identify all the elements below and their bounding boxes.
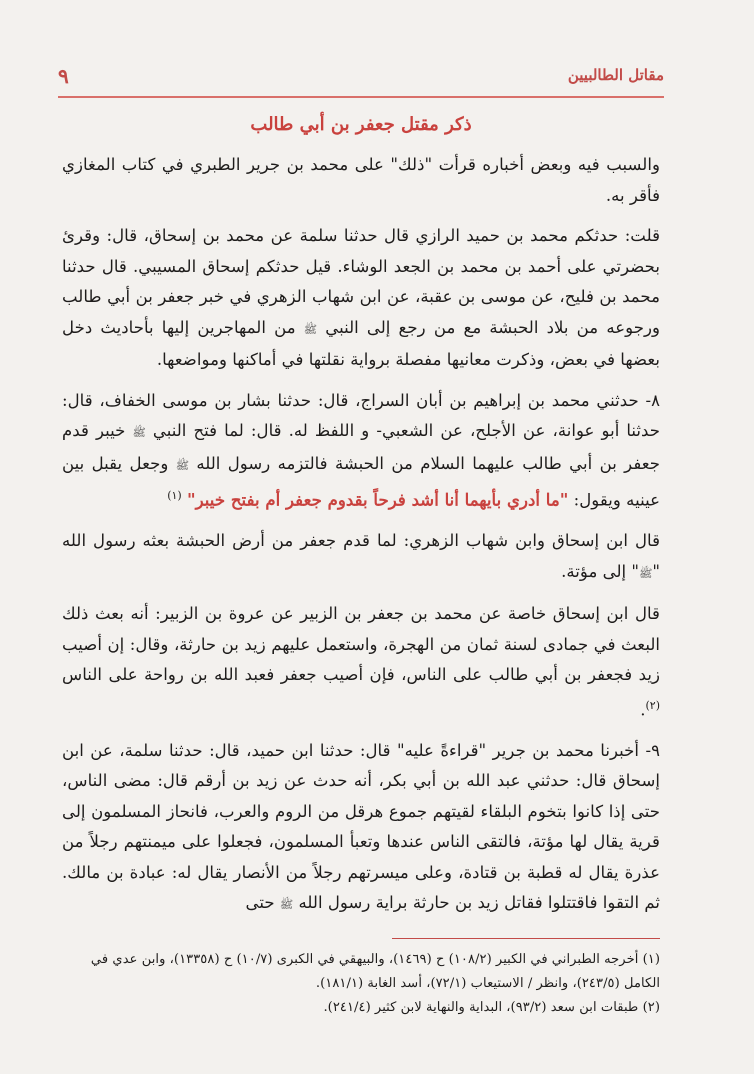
running-title: مقاتل الطالبيين	[567, 66, 664, 84]
paragraph-4: قال ابن إسحاق وابن شهاب الزهري: لما قدم جعفر من أرض الحبشة بعثه رسول الله "ﷺ" إلى مؤتة.	[62, 531, 660, 581]
paragraph-2: قلت: حدثكم محمد بن حميد الرازي قال حدثنا سلمة عن محمد بن إسحاق، قال: وقرئ بحضرتي على أحمد بن محمد بن الجعد الوشاء. قيل حدثكم إسحاق المسيبي. قال حدثنا محمد بن فليح، عن موسى بن عقبة، عن ابن شهاب الزهري في خبر جعفر بن أبي طالب ورجوعه من بلاد الحبشة مع من رجع إلى النبي ﷺ من المهاجرين إليها بأحاديث دخل بعضها في بعض، وذكرت معانيها مفصلة برواية نقلتها في أماكنها ومواضعها.	[62, 226, 660, 369]
honorific-icon: ﷺ	[132, 426, 146, 439]
honorific-icon: ﷺ	[639, 566, 653, 580]
footnotes	[62, 948, 660, 1020]
page-header	[58, 66, 664, 92]
footnote-rule	[392, 938, 660, 939]
page-number: ٩	[58, 64, 69, 88]
paragraph-3: ٨- حدثني محمد بن إبراهيم بن أبان السراج، قال: حدثنا بشار بن موسى الخفاف، قال: حدثنا أبو عوانة، عن الأجلح، عن الشعبي- و اللفظ له. قال: لما فتح النبي ﷺ خيبر قدم جعفر بن أبي طالب عليهما السلام من الحبشة فالتزمه رسول الله ﷺ وجعل يقبل بين عينيه ويقول: "ما أدري بأيهما أنا أشد فرحاً بقدوم جعفر أم بفتح خيبر" $^{(١)}$	[62, 390, 661, 510]
hadith-quote: "ما أدري بأيهما أنا أشد فرحاً بقدوم جعفر أم بفتح خيبر"	[187, 489, 569, 510]
footnote-ref: (١)	[167, 489, 182, 502]
section-title: ذكر مقتل جعفر بن أبي طالب	[250, 114, 472, 135]
paragraph-5: قال ابن إسحاق خاصة عن محمد بن جعفر بن الزبير عن عروة بن الزبير: أنه بعث ذلك البعث في جمادى لسنة ثمان من الهجرة، واستعمل عليهم زيد بن حارثة، وقال: إن أصيب زيد فجعفر بن أبي طالب على الناس، فإن أصيب جعفر فعبد الله بن رواحة على الناس $^{(٢)}$.	[62, 604, 660, 720]
body-text	[62, 150, 660, 931]
header-rule	[58, 96, 664, 98]
honorific-icon: ﷺ	[175, 458, 189, 472]
paragraph-1: والسبب فيه وبعض أخباره قرأت "ذلك" على محمد بن جرير الطبري في كتاب المغازي فأقر به.	[62, 155, 660, 205]
footnote-ref: (٢)	[645, 698, 660, 712]
footnote-1: (١) أخرجه الطبراني في الكبير (١٠٨/٢) ح (١٤٦٩)، والبيهقي في الكبرى (١٠/٧) ح (١٣٣٥٨)، وابن عدي في الكامل (٢٤٣/٥)، وانظر / الاستيعاب (٧٢/١)، أسد الغابة (١٨١/١).	[90, 952, 660, 991]
honorific-icon: ﷺ	[303, 322, 318, 336]
footnote-2: (٢) طبقات ابن سعد (٩٣/٢)، البداية والنهاية لابن كثير (٢٤١/٤).	[323, 1000, 660, 1015]
honorific-icon: ﷺ	[279, 898, 294, 912]
paragraph-6: ٩- أخبرنا محمد بن جرير "قراءةً عليه" قال: حدثنا ابن حميد، قال: حدثنا سلمة، عن ابن إسحاق قال: حدثني عبد الله بن أبي بكر، أنه حدث عن زيد بن أرقم قال: مضى الناس، حتى إذا كانوا بتخوم البلقاء لقيتهم جموع هرقل من الروم والعرب، فانحاز المسلمون إلى قرية يقال لها مؤتة، فالتقى الناس عندها وتعبأ المسلمون، فجعلوا على ميمنتهم رجلاً من عذرة يقال له قطبة بن قتادة، وعلى ميسرتهم رجلاً من الأنصار يقال له: عبادة بن مالك. ثم التقوا فاقتتلوا فقاتل زيد بن حارثة براية رسول الله ﷺ حتى	[62, 740, 660, 913]
